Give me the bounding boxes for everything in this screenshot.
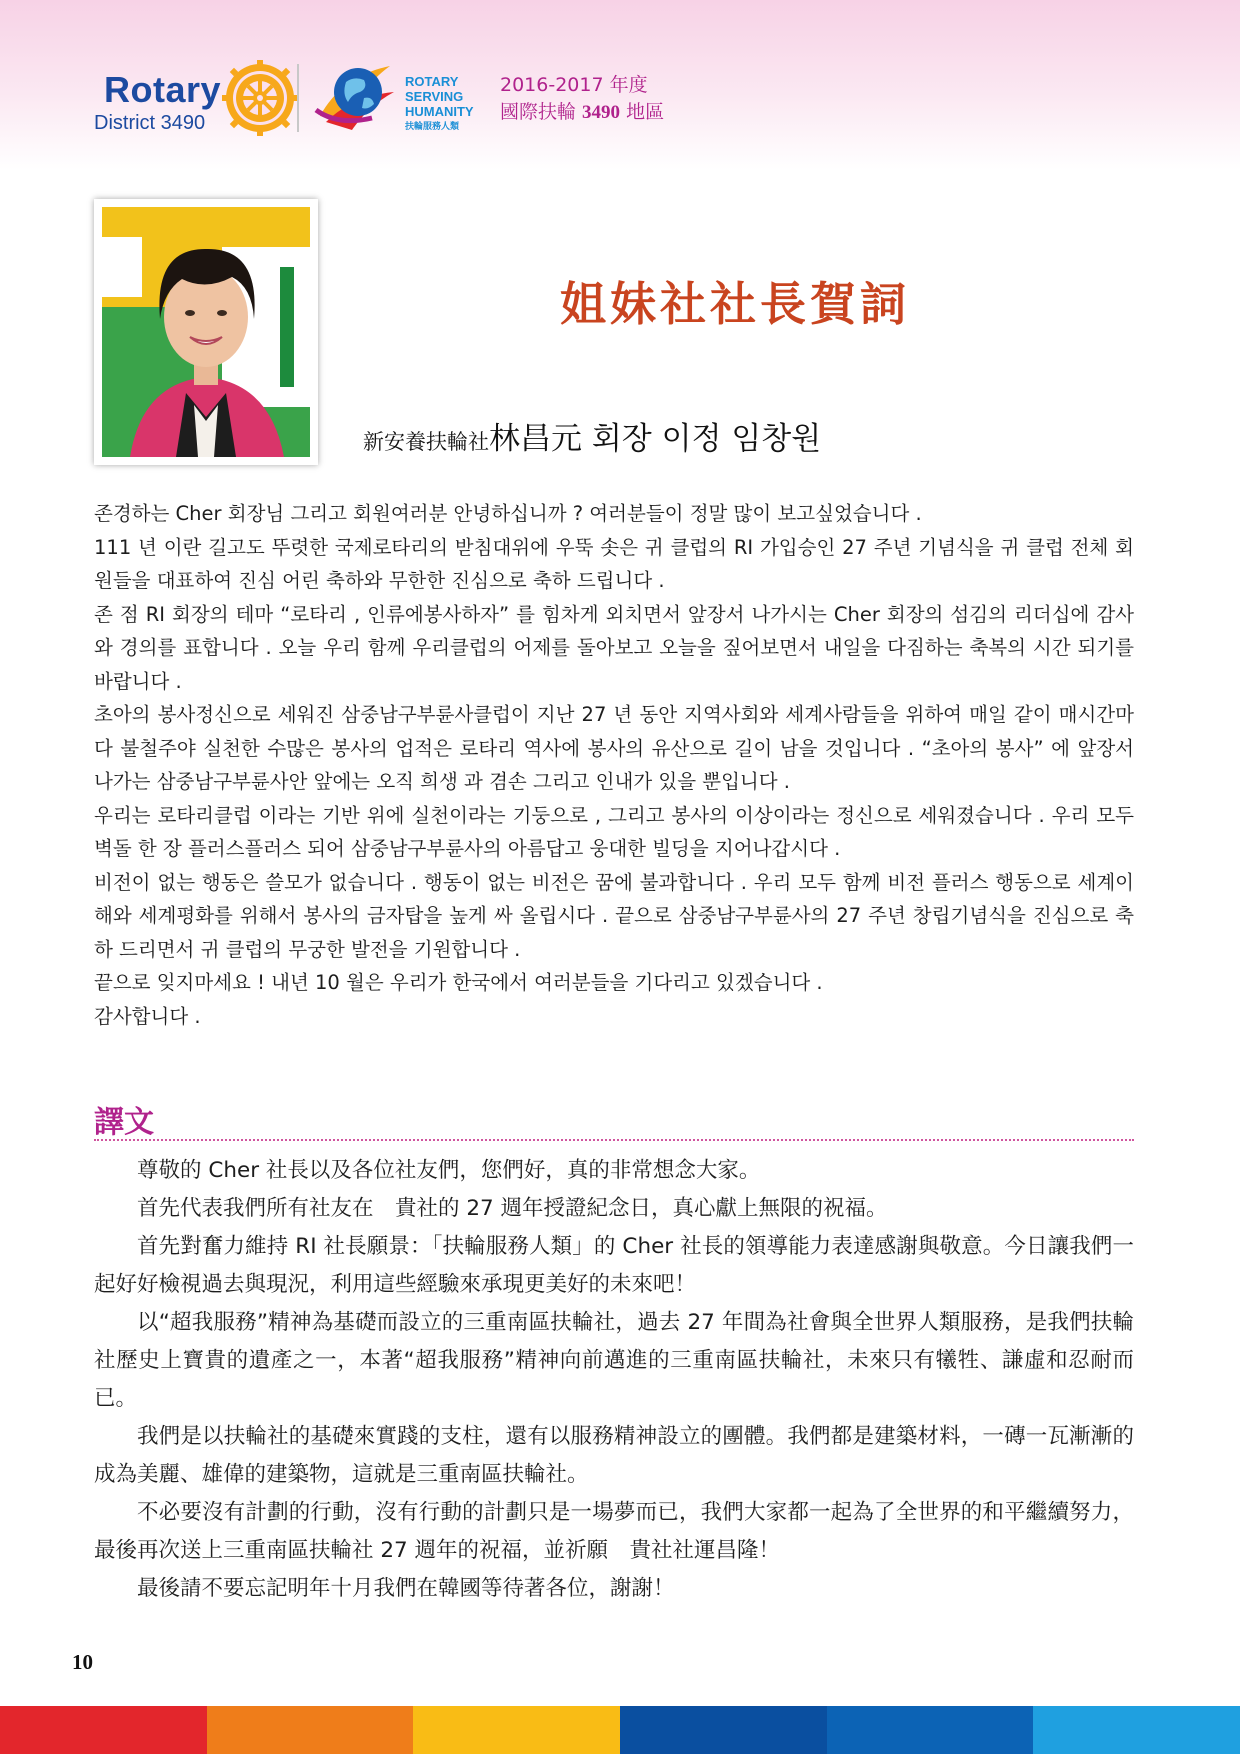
byline-name: 林昌元 회장 이정 임창원 [489, 421, 822, 457]
korean-letter [94, 497, 1134, 1033]
rotary-wordmark [94, 69, 222, 134]
chinese-paragraph: 最後請不要忘記明年十月我們在韓國等待著各位，謝謝！ [137, 1576, 675, 1601]
korean-paragraph: 존경하는 Cher 회장님 그리고 회원여러분 안녕하십니까 ? 여러분들이 정말 많이 보고싶었습니다 . [94, 502, 922, 525]
korean-paragraph: 끝으로 잊지마세요 ! 내년 10 월은 우리가 한국에서 여러분들을 기다리고 있겠습니다 . [94, 971, 823, 994]
footer-stripe-red [0, 1706, 207, 1754]
korean-paragraph: 감사합니다 . [94, 1004, 201, 1028]
header-divider [297, 64, 299, 132]
chinese-paragraph: 尊敬的 Cher 社長以及各位社友們，您們好，真的非常想念大家。 [137, 1158, 761, 1183]
rotary-wheel-icon [220, 58, 300, 138]
theme-text [405, 74, 474, 134]
footer-stripe-sky [1033, 1706, 1240, 1754]
page-title: 姐妹社社長賀詞 [560, 277, 910, 331]
portrait-frame [94, 199, 318, 465]
korean-paragraph: 우리는 로타리클럽 이라는 기반 위에 실천이라는 기둥으로 , 그리고 봉사의 이상이라는 정신으로 세워졌습니다 . 우리 모두 벽돌 한 장 플러스플러스 되어 삼중남구부륜사의 아름답고 웅대한 빌딩을 지어나갑시다 . [94, 803, 1134, 860]
header-year-block [500, 72, 664, 126]
korean-paragraph: 초아의 봉사정신으로 세워진 삼중남구부륜사클럽이 지난 27 년 동안 지역사회와 세계사람들을 위하여 매일 같이 매시간마다 불철주야 실천한 수많은 봉사의 업적은 로타리 역사에 봉사의 유산으로 길이 남을 것입니다 . “초아의 봉사” 에 앞장서 나가는 삼중남구부륜사안 앞에는 오직 희생 과 겸손 그리고 인내가 있을 뿐입니다 . [94, 703, 1134, 793]
footer-stripe-orange [207, 1706, 414, 1754]
theme-line-2: SERVING [405, 89, 464, 104]
chinese-paragraph: 首先對奮力維持 RI 社長願景：「扶輪服務人類」的 Cher 社長的領導能力表達感謝與敬意。今日讓我們一起好好檢視過去與現況，利用這些經驗來承現更美好的未來吧！ [94, 1234, 1134, 1297]
translation-divider [94, 1139, 1134, 1141]
footer-stripe-yellow [413, 1706, 620, 1754]
chinese-paragraph: 我們是以扶輪社的基礎來實踐的支柱，還有以服務精神設立的團體。我們都是建築材料，一磚一瓦漸漸的成為美麗、雄偉的建築物，這就是三重南區扶輪社。 [94, 1424, 1134, 1487]
year-label: 2016-2017 年度 [500, 74, 648, 96]
chinese-paragraph: 不必要沒有計劃的行動，沒有行動的計劃只是一場夢而已，我們大家都一起為了全世界的和平繼續努力，最後再次送上三重南區扶輪社 27 週年的祝福，並祈願 貴社社運昌隆！ [94, 1500, 1134, 1563]
district-zh-suffix: 地區 [620, 101, 665, 123]
chinese-paragraph: 以“超我服務”精神為基礎而設立的三重南區扶輪社，過去 27 年間為社會與全世界人類服務，是我們扶輪社歷史上寶貴的遺產之一，本著“超我服務”精神向前邁進的三重南區扶輪社，未來只有犧牲、謙虛和忍耐而已。 [94, 1310, 1134, 1411]
byline-club: 新安養扶輪社 [363, 430, 489, 454]
theme-line-1: ROTARY [405, 74, 459, 89]
korean-paragraph: 존 점 RI 회장의 테마 “로타리 , 인류에봉사하자” 를 힘차게 외치면서 앞장서 나가시는 Cher 회장의 섬김의 리더십에 감사와 경의를 표합니다 . 오늘 우리 함께 우리클럽의 어제를 돌아보고 오늘을 짚어보면서 내일을 다짐하는 축복의 시간 되기를 바랍니다 . [94, 602, 1134, 693]
chinese-paragraph: 首先代表我們所有社友在 貴社的 27 週年授證紀念日，真心獻上無限的祝福。 [137, 1196, 888, 1221]
chinese-translation [94, 1152, 1134, 1608]
district-zh-number: 3490 [582, 102, 621, 123]
portrait-photo [102, 207, 310, 457]
byline [363, 413, 821, 458]
district-zh-prefix: 國際扶輪 [500, 101, 583, 123]
translation-heading: 譯文 [94, 1105, 154, 1140]
district-zh-label [500, 99, 664, 126]
footer-stripe-blue [827, 1706, 1034, 1754]
footer-stripe-navy [620, 1706, 827, 1754]
district-label: District 3490 [94, 112, 206, 134]
theme-line-3: HUMANITY [405, 104, 474, 119]
rotary-serving-humanity-logo [312, 56, 398, 134]
rotary-name: Rotary [104, 69, 222, 110]
korean-paragraph: 111 년 이란 길고도 뚜렷한 국제로타리의 받침대위에 우뚝 솟은 귀 클럽의 RI 가입승인 27 주년 기념식을 귀 클럽 전체 회원들을 대표하여 진심 어린 축하와 무한한 진심으로 축하 드립니다 . [94, 535, 1134, 592]
footer-color-bar [0, 1706, 1240, 1754]
korean-paragraph: 비전이 없는 행동은 쓸모가 없습니다 . 행동이 없는 비전은 꿈에 불과합니다 . 우리 모두 함께 비전 플러스 행동으로 세계이해와 세계평화를 위해서 봉사의 금자탑을 높게 싸 올립시다 . 끝으로 삼중남구부륜사의 27 주년 창립기념식을 진심으로 축하 드리면서 귀 클럽의 무궁한 발전을 기원합니다 . [94, 870, 1134, 961]
theme-sub: 扶輪服務人類 [405, 121, 460, 131]
page-number: 10 [72, 1650, 93, 1674]
